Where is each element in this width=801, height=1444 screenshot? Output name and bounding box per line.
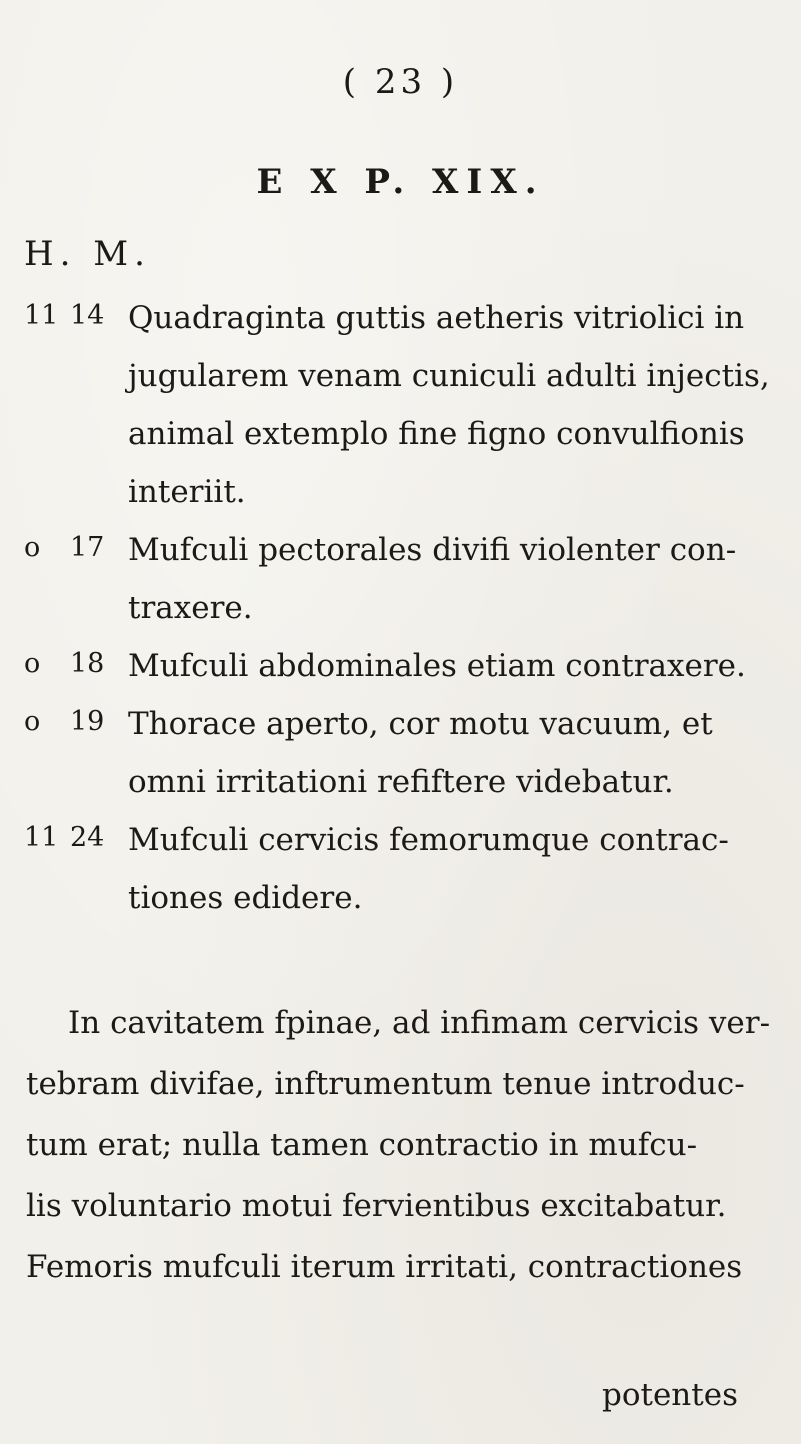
paragraph-line: Femoris mufculi iterum irritati, contractiones	[26, 1249, 743, 1285]
paragraph-line: lis voluntario motui fervientibus excitabatur.	[26, 1188, 727, 1224]
entry-text-line: Mufculi abdominales etiam contraxere.	[128, 648, 746, 684]
entry-hour: 11	[24, 822, 59, 853]
entry-hour: o	[24, 706, 41, 737]
entry-hour: o	[24, 648, 41, 679]
time-column-header: H. M.	[24, 234, 151, 274]
entry-minute: 19	[70, 706, 105, 737]
entry-text-line: jugularem venam cuniculi adulti injectis,	[128, 358, 770, 394]
entry-text-line: tiones edidere.	[128, 880, 363, 916]
paragraph-line: In cavitatem fpinae, ad infimam cervicis ver-	[68, 1005, 771, 1041]
entry-text-line: Mufculi cervicis femorumque contrac-	[128, 822, 729, 858]
entry-hour: 11	[24, 300, 59, 331]
entry-text-line: traxere.	[128, 590, 253, 626]
entry-text-line: animal extemplo fine figno convulfionis	[128, 416, 745, 452]
paragraph-line: tum erat; nulla tamen contractio in mufcu-	[26, 1127, 698, 1163]
paragraph-line: tebram divifae, inftrumentum tenue introduc-	[26, 1066, 745, 1102]
entry-minute: 14	[70, 300, 105, 331]
entry-text-line: omni irritationi refiftere videbatur.	[128, 764, 674, 800]
page-number: ( 23 )	[342, 62, 459, 102]
entry-minute: 17	[70, 532, 105, 563]
entry-hour: o	[24, 532, 41, 563]
experiment-heading: E X P. XIX.	[256, 162, 545, 202]
entry-text-line: Thorace aperto, cor motu vacuum, et	[128, 706, 713, 742]
entry-minute: 18	[70, 648, 105, 679]
entry-minute: 24	[70, 822, 105, 853]
entry-text-line: interiit.	[128, 474, 246, 510]
entry-text-line: Mufculi pectorales divifi violenter con-	[128, 532, 737, 568]
entry-text-line: Quadraginta guttis aetheris vitriolici in	[128, 300, 745, 336]
catchword: potentes	[602, 1377, 738, 1413]
